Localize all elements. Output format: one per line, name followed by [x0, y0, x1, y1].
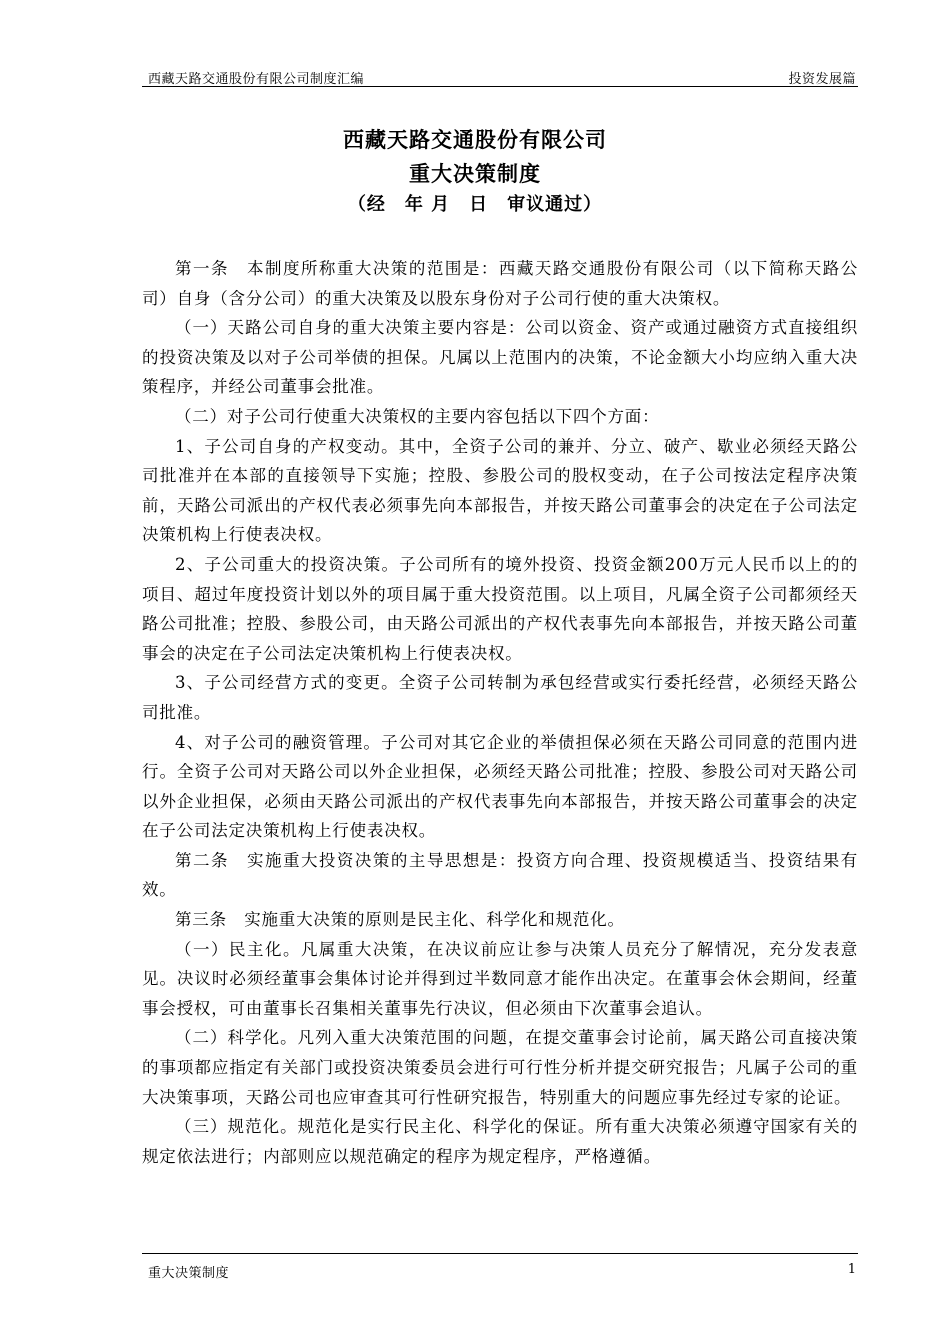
header-doc-collection: 西藏天路交通股份有限公司制度汇编 — [148, 72, 365, 87]
paragraph-item-2: 2、子公司重大的投资决策。子公司所有的境外投资、投资金额200万元人民币以上的的项目、超过年度投资计划以外的项目属于重大投资范围。以上项目，凡属全资子公司都须经天路公司批准；控股、参股公司，由天路公司派出的产权代表事先向本部报告，并按天路公司董事会的决定在子公司法定决策机构上行使表决权。 — [142, 554, 858, 663]
title-document: 重大决策制度 — [409, 161, 541, 186]
paragraph-3-3: （三）规范化。规范化是实行民主化、科学化的保证。所有重大决策必须遵守国家有关的规定依法进行；内部则应以规范确定的程序为规定程序，严格遵循。 — [142, 1117, 858, 1166]
paragraph-3-1: （一）民主化。凡属重大决策，在决议前应让参与决策人员充分了解情况，充分发表意见。决议时必须经董事会集体讨论并得到过半数同意才能作出决定。在董事会休会期间，经董事会授权，可由董事长召集相关董事先行决议，但必须由下次董事会追认。 — [142, 939, 858, 1018]
header-rule — [142, 86, 858, 87]
paragraph-3-2: （二）科学化。凡列入重大决策范围的问题，在提交董事会讨论前，属天路公司直接决策的事项都应指定有关部门或投资决策委员会进行可行性分析并提交研究报告；凡属子公司的重大决策事项，天路公司也应审查其可行性研究报告，特别重大的问题应事先经过专家的论证。 — [142, 1028, 858, 1107]
title-approval-note: （经 年 月 日 审议通过） — [347, 194, 603, 215]
paragraph-1-2: （二）对子公司行使重大决策权的主要内容包括以下四个方面： — [175, 406, 660, 426]
paragraph-article-3: 第三条 实施重大决策的原则是民主化、科学化和规范化。 — [175, 910, 625, 930]
paragraph-item-1: 1、子公司自身的产权变动。其中，全资子公司的兼并、分立、破产、歇业必须经天路公司批准并在本部的直接领导下实施；控股、参股公司的股权变动，在子公司按法定程序决策前，天路公司派出的产权代表必须事先向本部报告，并按天路公司董事会的决定在子公司法定决策机构上行使表决权。 — [142, 436, 858, 545]
footer-rule — [142, 1253, 858, 1254]
paragraph-article-2: 第二条 实施重大投资决策的主导思想是：投资方向合理、投资规模适当、投资结果有效。 — [142, 850, 858, 900]
paragraph-article-1: 第一条 本制度所称重大决策的范围是：西藏天路交通股份有限公司（以下简称天路公司）自身（含分公司）的重大决策及以股东身份对子公司行使的重大决策权。 — [142, 259, 858, 308]
footer-doc-name: 重大决策制度 — [148, 1266, 230, 1281]
header-section: 投资发展篇 — [788, 72, 856, 87]
paragraph-1-1: （一）天路公司自身的重大决策主要内容是：公司以资金、资产或通过融资方式直接组织的投资决策及以对子公司举债的担保。凡属以上范围内的决策，不论金额大小均应纳入重大决策程序，并经公司董事会批准。 — [142, 318, 858, 397]
title-company: 西藏天路交通股份有限公司 — [343, 127, 607, 152]
document-body — [142, 254, 858, 1171]
page-number: 1 — [847, 1262, 856, 1277]
paragraph-item-4: 4、对子公司的融资管理。子公司对其它企业的举债担保必须在天路公司同意的范围内进行。全资子公司对天路公司以外企业担保，必须经天路公司批准；控股、参股公司对天路公司以外企业担保，必须由天路公司派出的产权代表事先向本部报告，并按天路公司董事会的决定在子公司法定决策机构上行使表决权。 — [142, 732, 858, 841]
paragraph-item-3: 3、子公司经营方式的变更。全资子公司转制为承包经营或实行委托经营，必须经天路公司批准。 — [142, 673, 858, 722]
